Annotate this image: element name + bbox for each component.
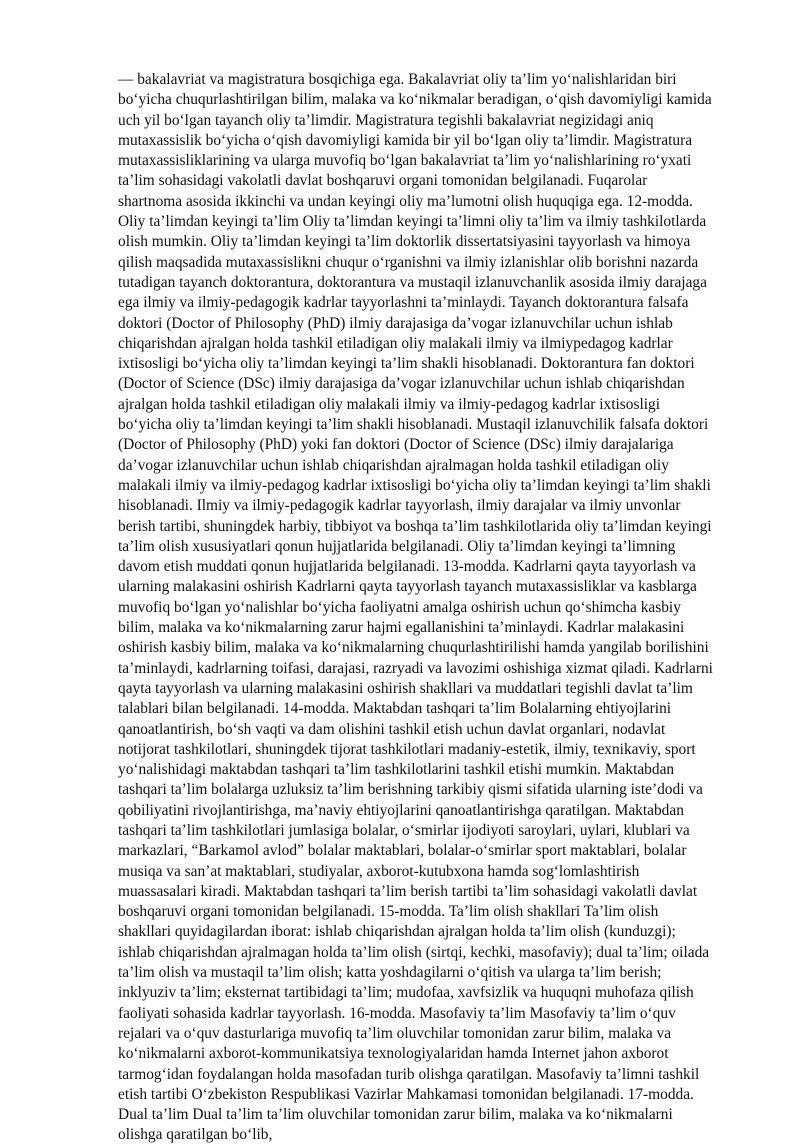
body-text: — bakalavriat va magistratura bosqichiga ega. Bakalavriat oliy ta’lim yo‘nalishlaridan biri bo‘yicha chuqurlashtirilgan bilim, malaka va ko‘nikmalar beradigan, o‘qish davomiyligi kamida uch yil bo‘lgan tayanch oliy ta’limdir. Magistratura tegishli bakalavriat negizidagi aniq mutaxassislik bo‘yicha o‘qish davomiyligi kamida bir yil bo‘lgan oliy ta’limdir. Magistratura mutaxassisliklarining va ularga muvofiq bo‘lgan bakalavriat ta’lim yo‘nalishlarining ro‘yxati ta’lim sohasidagi vakolatli davlat boshqaruvi organi tomonidan belgilanadi. Fuqarolar shartnoma asosida ikkinchi va undan keyingi oliy ma’lumotni olish huquqiga ega. 12-modda. Oliy ta’limdan keyingi ta’lim Oliy ta’limdan keyingi ta’limni oliy ta’lim va ilmiy tashkilotlarda olish mumkin. Oliy ta’limdan keyingi ta’lim doktorlik dissertatsiyasini tayyorlash va himoya qilish maqsadida mutaxassislikni chuqur o‘rganishni va ilmiy izlanishlar olib borishni nazarda tutadigan tayanch doktorantura, doktorantura va mustaqil izlanuvchanlik asosida ilmiy darajaga ega ilmiy va ilmiy-pedagogik kadrlar tayyorlashni ta’minlaydi. Tayanch doktorantura falsafa doktori (Doctor of Philosophy (PhD) ilmiy darajasiga da’vogar izlanuvchilar uchun ishlab chiqarishdan ajralgan holda tashkil etiladigan oliy malakali ilmiy va ilmiypedagog kadrlar ixtisosligi bo‘yicha oliy ta’limdan keyingi ta’lim shakli hisoblanadi. Doktorantura fan doktori (Doctor of Science (DSc) ilmiy darajasiga da’vogar izlanuvchilar uchun ishlab chiqarishdan ajralgan holda tashkil etiladigan oliy malakali ilmiy va ilmiy-pedagog kadrlar ixtisosligi bo‘yicha oliy ta’limdan keyingi ta’lim shakli hisoblanadi. Mustaqil izlanuvchilik falsafa doktori (Doctor of Philosophy (PhD) yoki fan doktori (Doctor of Science (DSc) ilmiy darajalariga da’vogar izlanuvchilar uchun ishlab chiqarishdan ajralmagan holda tashkil etiladigan oliy malakali ilmiy va ilmiy-pedagog kadrlar ixtisosligi bo‘yicha oliy ta’limdan keyingi ta’lim shakli hisoblanadi. Ilmiy va ilmiy-pedagogik kadrlar tayyorlash, ilmiy darajalar va ilmiy unvonlar berish tartibi, shuningdek harbiy, tibbiyot va boshqa ta’lim tashkilotlarida oliy ta’limdan keyingi ta’lim olish xususiyatlari qonun hujjatlarida belgilanadi. Oliy ta’limdan keyingi ta’limning davom etish muddati qonun hujjatlarida belgilanadi. 13-modda. Kadrlarni qayta tayyorlash va ularning malakasini oshirish Kadrlarni qayta tayyorlash tayanch mutaxassisliklar va kasblarga muvofiq bo‘lgan yo‘nalishlar bo‘yicha faoliyatni amalga oshirish uchun qo‘shimcha kasbiy bilim, malaka va ko‘nikmalarning zarur hajmi egallanishini ta’minlaydi. Kadrlar malakasini oshirish kasbiy bilim, malaka va ko‘nikmalarning chuqurlashtirilishi hamda yangilab borilishini ta’minlaydi, kadrlarning toifasi, darajasi, razryadi va lavozimi oshishiga xizmat qiladi. Kadrlarni qayta tayyorlash va ularning malakasini oshirish shakllari va muddatlari tegishli davlat ta’lim talablari bilan belgilanadi. 14-modda. Maktabdan tashqari ta’lim Bolalarning ehtiyojlarini qanoatlantirish, bo‘sh vaqti va dam olishini tashkil etish uchun davlat organlari, nodavlat notijorat tashkilotlari, shuningdek tijorat tashkilotlari madaniy-estetik, ilmiy, texnikaviy, sport yo‘nalishidagi maktabdan tashqari ta’lim tashkilotlarini tashkil etishi mumkin. Maktabdan tashqari ta’lim bolalarga uzluksiz ta’lim berishning tarkibiy qismi sifatida ularning iste’dodi va qobiliyatini rivojlantirishga, ma’naviy ehtiyojlarini qanoatlantirishga qaratilgan. Maktabdan tashqari ta’lim tashkilotlari jumlasiga bolalar, o‘smirlar ijodiyoti saroylari, uylari, klublari va markazlari, “Barkamol avlod” bolalar maktablari, bolalar-o‘smirlar sport maktablari, bolalar musiqa va san’at maktablari, studiyalar, axborot-kutubxona hamda sog‘lomlashtirish muassasalari kiradi. Maktabdan tashqari ta’lim berish tartibi ta’lim sohasidagi vakolatli davlat boshqaruvi organi tomonidan belgilanadi. 15-modda. Ta’lim olish shakllari Ta’lim olish shakllari quyidagilardan iborat: ishlab chiqarishdan ajralgan holda ta’lim olish (kunduzgi); ishlab chiqarishdan ajralmagan holda ta’lim olish (sirtqi, kechki, masofaviy); dual ta’lim; oilada ta’lim olish va mustaqil ta’lim olish; katta yoshdagilarni o‘qitish va ularga ta’lim berish; inklyuziv ta’lim; eksternat tartibidagi ta’lim; mudofaa, xavfsizlik va huquqni muhofaza qilish faoliyati sohasida kadrlar tayyorlash. 16-modda. Masofaviy ta’lim Masofaviy ta’lim o‘quv rejalari va o‘quv dasturlariga muvofiq ta’lim oluvchilar tomonidan zarur bilim, malaka va ko‘nikmalarni axborot-kommunikatsiya texnologiyalaridan hamda Internet jahon axborot tarmog‘idan foydalangan holda masofadan turib olishga qaratilgan. Masofaviy ta’limni tashkil etish tartibi O‘zbekiston Respublikasi Vazirlar Mahkamasi tomonidan belgilanadi. 17-modda. Dual ta’lim Dual ta’lim ta’lim oluvchilar tomonidan zarur bilim, malaka va ko‘nikmalarni olishga qaratilgan bo‘lib, [118, 71, 713, 1144]
document-page [118, 70, 714, 1146]
